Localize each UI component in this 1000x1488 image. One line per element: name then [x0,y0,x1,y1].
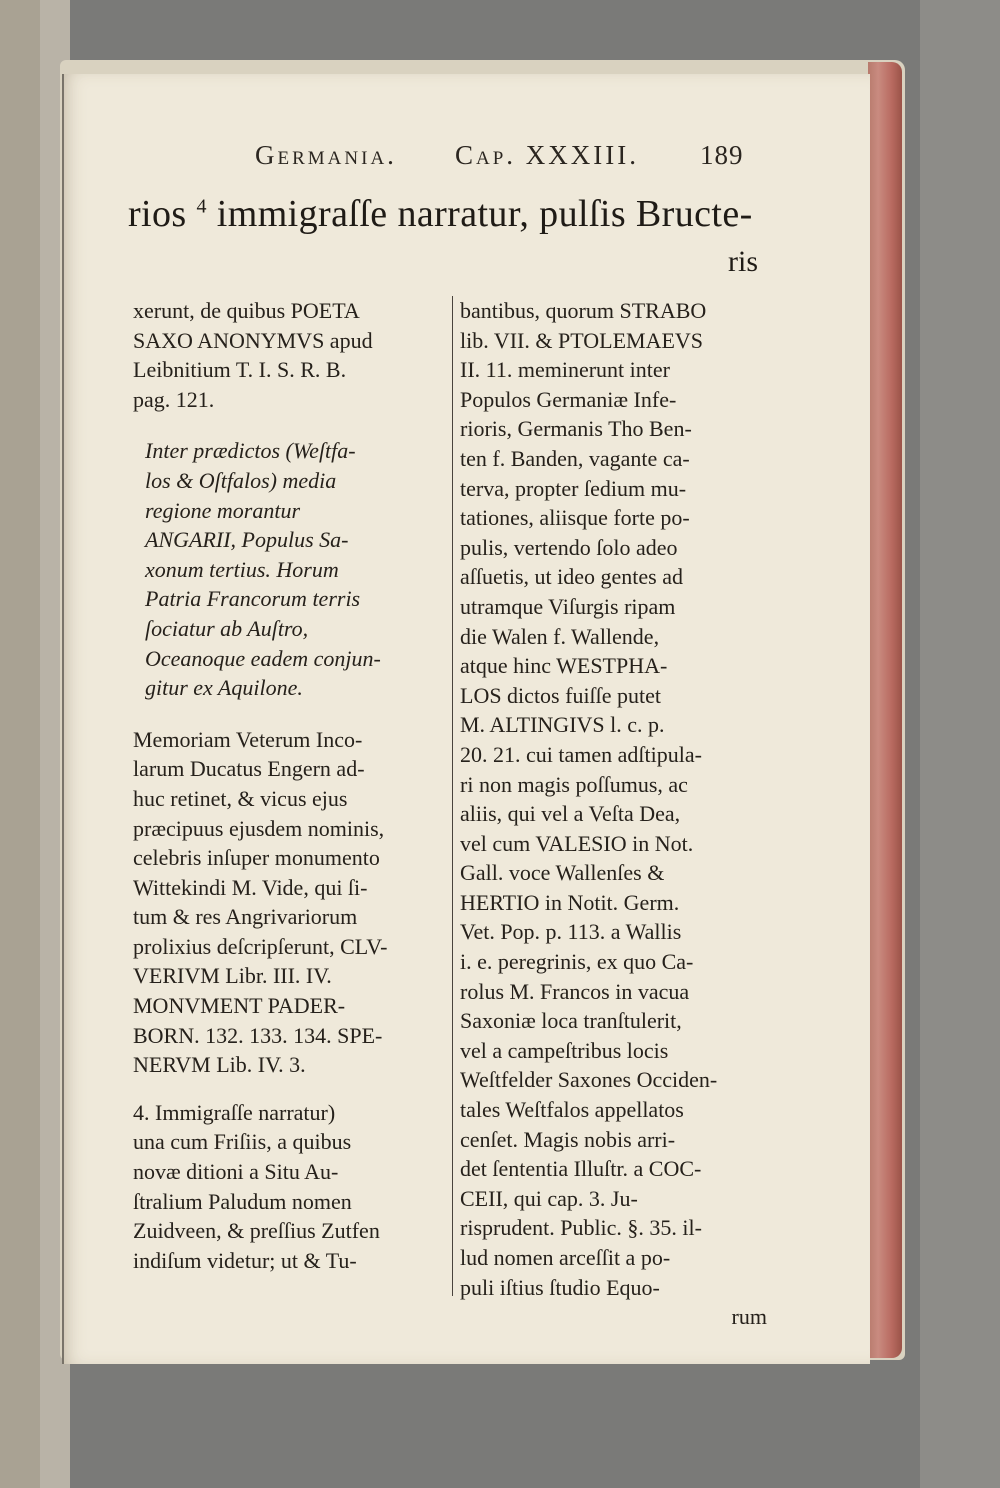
left-line: NERVM Lib. IV. 3. [133,1052,306,1078]
right-line: HERTIO in Notit. Germ. [460,889,680,915]
running-head-title: Germania. [255,140,397,170]
main-text-line [128,192,773,236]
catchword-top: ris [728,245,758,278]
right-line: die Walen f. Wallende, [460,623,660,649]
right-line: M. ALTINGIVS l. c. p. [460,712,665,738]
right-line: aſſuetis, ut ideo gentes ad [460,564,683,590]
spacer [133,414,443,436]
page-number: 189 [700,140,744,170]
right-line: utramque Viſurgis ripam [460,593,676,619]
column-divider [452,296,453,1296]
background-right [920,0,1000,1488]
right-line: puli iſtius ſtudio Equo- [460,1274,660,1300]
left-line: Leibnitium T. I. S. R. B. [133,357,347,383]
left-line: MONVMENT PADER- [133,993,346,1019]
right-line: vel a campeſtribus locis [460,1037,669,1063]
right-line: lib. VII. & PTOLEMAEVS [460,327,704,353]
background-left [0,0,40,1488]
left-line: Memoriam Veterum Inco- [133,726,363,752]
left-line: VERIVM Libr. III. IV. [133,963,332,989]
right-line: terva, propter ſedium mu- [460,475,687,501]
right-column [460,296,767,1332]
catchword-bottom: rum [731,1304,767,1330]
quote-line: regione morantur [145,497,301,523]
right-line: CEII, qui cap. 3. Ju- [460,1185,638,1211]
right-line: II. 11. meminerunt inter [460,357,670,383]
right-line: rioris, Germanis Tho Ben- [460,416,692,442]
main-text-after: immigraſſe narratur, pulſis Bructe- [206,193,753,235]
quote-line: los & Oſtfalos) media [145,467,337,493]
right-line: Populos Germaniæ Infe- [460,386,677,412]
right-line: atque hinc WESTPHA- [460,653,668,679]
left-line: novæ ditioni a Situ Au- [133,1159,339,1185]
quote-line: Inter prædictos (Weſtfa- [145,438,356,464]
right-line: Gall. voce Wallenſes & [460,860,665,886]
right-line: vel cum VALESIO in Not. [460,830,694,856]
left-line: celebris inſuper monumento [133,845,380,871]
left-line: SAXO ANONYMVS apud [133,327,373,353]
quote-line: gitur ex Aquilone. [145,675,303,701]
left-line: præcipuus ejusdem nominis, [133,815,385,841]
quote-line: ANGARII, Populus Sa- [145,527,349,553]
left-line: BORN. 132. 133. 134. SPE- [133,1022,383,1048]
left-line: 4. Immigraſſe narratur) [133,1099,336,1125]
right-line: Saxoniæ loca tranſtulerit, [460,1008,682,1034]
right-line: 20. 21. cui tamen adſtipula- [460,741,702,767]
right-line: rolus M. Francos in vacua [460,978,690,1004]
quote-line: ſociatur ab Auſtro, [145,615,309,641]
right-line: lud nomen arceſſit a po- [460,1245,671,1270]
right-line: LOS dictos fuiſſe putet [460,682,662,708]
spacer [133,703,443,725]
left-line: Zuidveen, & preſſius Zutfen [133,1218,380,1244]
left-column [133,296,443,1275]
left-line: una cum Friſiis, a quibus [133,1129,352,1155]
left-line: ſtralium Paludum nomen [133,1188,352,1214]
running-head [255,140,775,180]
quote-line: Oceanoque eadem conjun- [145,645,381,671]
right-line: pulis, vertendo ſolo adeo [460,534,678,560]
quote-line: Patria Francorum terris [145,586,361,612]
right-line: risprudent. Public. §. 35. il- [460,1215,702,1241]
gutter-line [62,74,64,1364]
main-text-before: rios [128,193,197,235]
left-line: Wittekindi M. Vide, qui ſi- [133,874,368,900]
page-edge-red [868,62,902,1358]
left-line: larum Ducatus Engern ad- [133,756,365,782]
right-line: ri non magis poſſumus, ac [460,771,688,797]
left-line: pag. 121. [133,386,215,412]
footnote-marker: 4 [196,195,207,218]
right-line: tationes, aliisque forte po- [460,505,690,531]
left-line: prolixius deſcripſerunt, CLV- [133,933,388,959]
right-line: det ſententia Illuſtr. a COC- [460,1156,702,1182]
spacer [133,1080,443,1098]
right-line: aliis, qui vel a Veſta Dea, [460,801,681,827]
right-line: Vet. Pop. p. 113. a Wallis [460,919,682,945]
right-line: i. e. peregrinis, ex quo Ca- [460,949,694,975]
right-line: bantibus, quorum STRABO [460,298,707,323]
right-line: cenſet. Magis nobis arri- [460,1126,676,1152]
left-line: indiſum videtur; ut & Tu- [133,1247,357,1273]
left-line: tum & res Angrivariorum [133,904,358,930]
left-line: xerunt, de quibus POETA [133,298,360,323]
running-head-chapter: Cap. XXXIII. [455,140,640,170]
left-line: huc retinet, & vicus ejus [133,785,348,811]
quote-line: xonum tertius. Horum [145,556,339,582]
right-line: tales Weſtfalos appellatos [460,1097,684,1123]
right-line: Weſtfelder Saxones Occiden- [460,1067,718,1093]
right-line: ten f. Banden, vagante ca- [460,445,690,471]
